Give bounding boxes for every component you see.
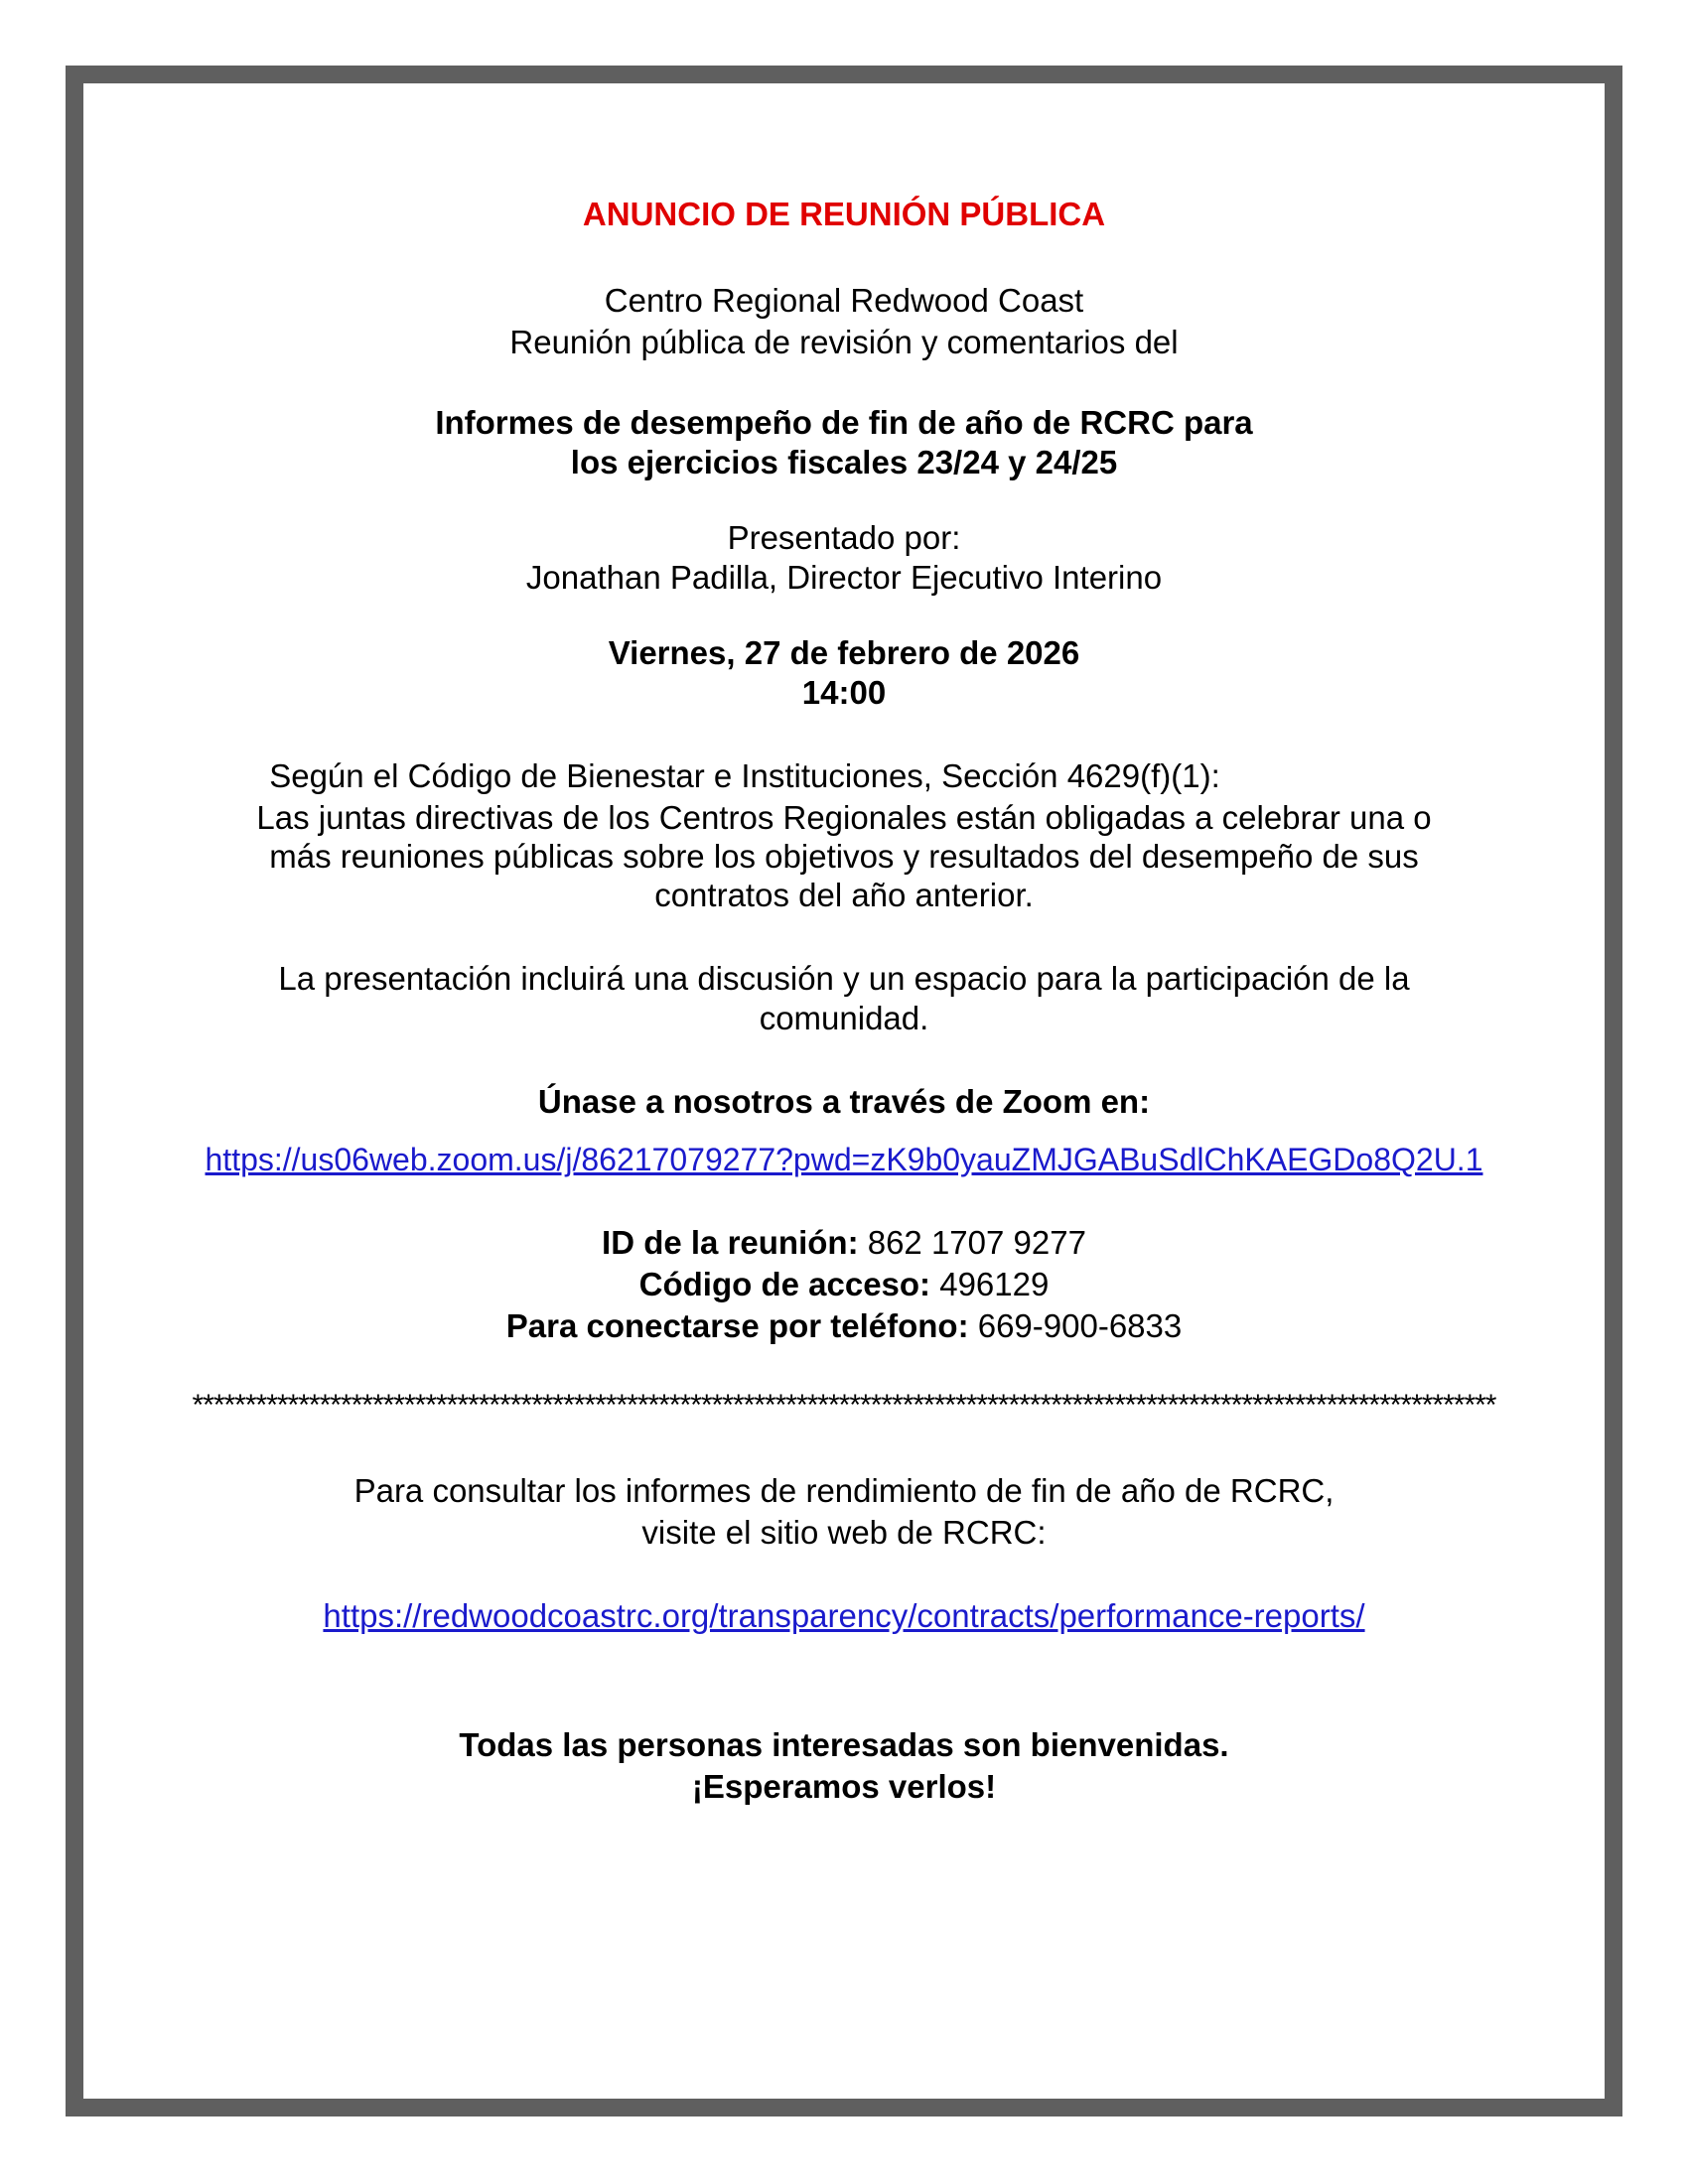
notice-title: ANUNCIO DE REUNIÓN PÚBLICA xyxy=(582,196,1106,232)
phone-value: 669-900-6833 xyxy=(968,1307,1183,1344)
reports-text-line1: Para consultar los informes de rendimiento de fin de año de RCRC, xyxy=(353,1472,1335,1509)
passcode-label: Código de acceso: xyxy=(638,1266,931,1302)
passcode-value: 496129 xyxy=(930,1266,1050,1302)
report-title-line2: los ejercicios fiscales 23/24 y 24/25 xyxy=(570,444,1118,480)
code-text-line3: contratos del año anterior. xyxy=(654,877,1034,913)
zoom-link[interactable]: https://us06web.zoom.us/j/86217079277?pwd=zK9b0yauZMJGABuSdlChKAEGDo8Q2U.1 xyxy=(205,1142,1483,1177)
organization-name: Centro Regional Redwood Coast xyxy=(604,282,1084,319)
meeting-id-row xyxy=(0,1223,1688,1263)
zoom-heading: Únase a nosotros a través de Zoom en: xyxy=(537,1083,1151,1120)
closing-line2: ¡Esperamos verlos! xyxy=(691,1768,997,1805)
meeting-id-label: ID de la reunión: xyxy=(602,1224,859,1261)
meeting-description: Reunión pública de revisión y comentarios del xyxy=(509,324,1179,360)
presentation-text-line2: comunidad. xyxy=(759,1000,929,1036)
phone-label: Para conectarse por teléfono: xyxy=(505,1307,969,1344)
separator: *************************************************************************************************************************** xyxy=(192,1389,1496,1422)
presenter-name: Jonathan Padilla, Director Ejecutivo Interino xyxy=(525,559,1163,596)
presentation-text-line1: La presentación incluirá una discusión y un espacio para la participación de la xyxy=(278,960,1410,997)
code-text-line1: Las juntas directivas de los Centros Regionales están obligadas a celebrar una o xyxy=(256,799,1432,836)
reports-text-line2: visite el sitio web de RCRC: xyxy=(641,1514,1047,1551)
reports-link[interactable]: https://redwoodcoastrc.org/transparency/contracts/performance-reports/ xyxy=(323,1597,1365,1634)
code-reference: Según el Código de Bienestar e Instituciones, Sección 4629(f)(1): xyxy=(269,757,1220,794)
passcode-row xyxy=(0,1265,1688,1304)
meeting-time: 14:00 xyxy=(801,674,887,711)
meeting-date: Viernes, 27 de febrero de 2026 xyxy=(608,634,1080,671)
report-title-line1: Informes de desempeño de fin de año de RCRC para xyxy=(435,404,1253,441)
meeting-id-value: 862 1707 9277 xyxy=(858,1224,1086,1261)
closing-line1: Todas las personas interesadas son bienvenidas. xyxy=(459,1726,1229,1763)
phone-row xyxy=(0,1306,1688,1346)
presented-by-label: Presentado por: xyxy=(727,519,961,556)
code-text-line2: más reuniones públicas sobre los objetivos y resultados del desempeño de sus xyxy=(269,838,1419,875)
